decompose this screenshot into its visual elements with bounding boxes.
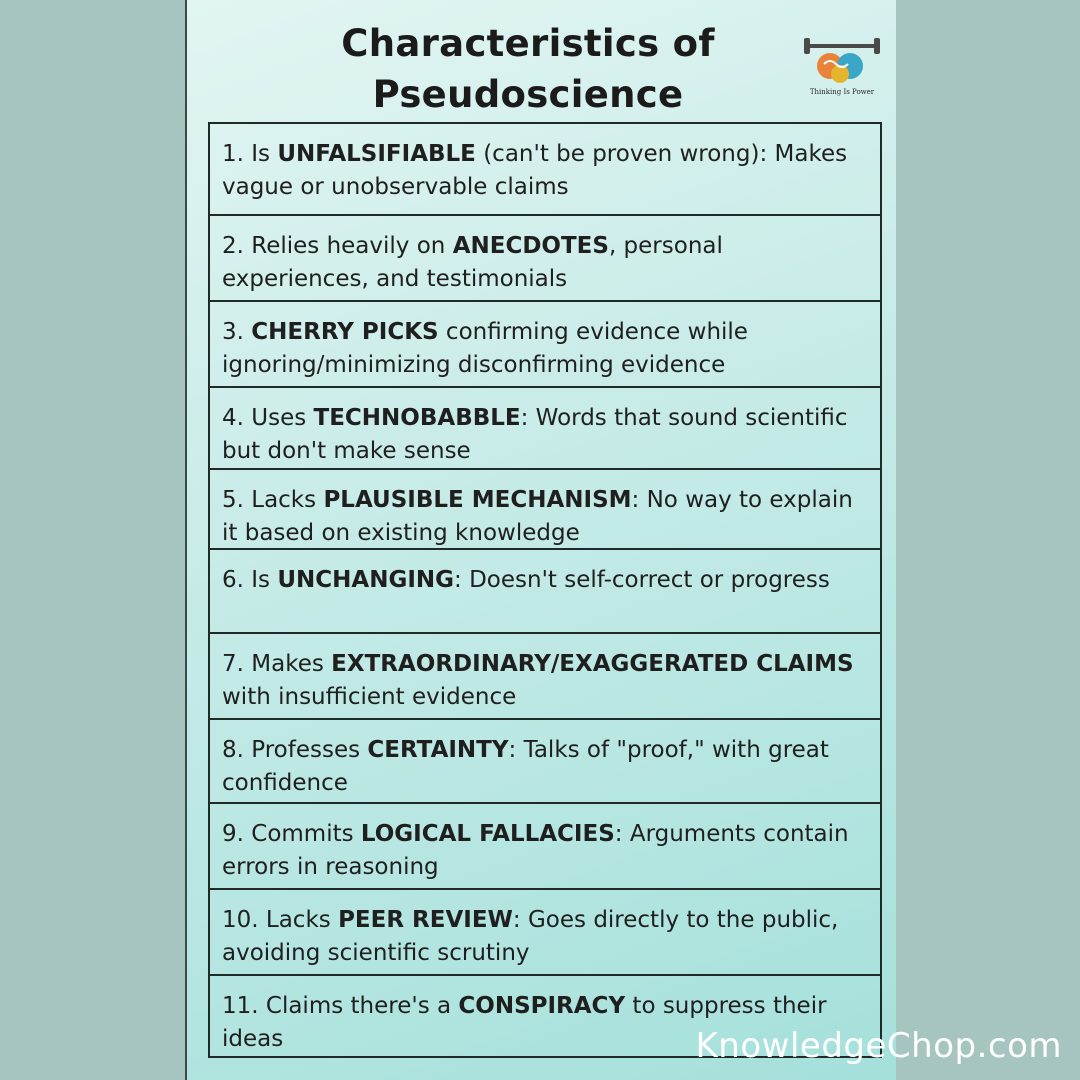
item-keyword: UNFALSIFIABLE	[277, 141, 476, 167]
item-text: : Words that sound scientific but don't make sense	[222, 405, 848, 464]
list-item	[210, 718, 880, 802]
watermark: KnowledgeChop.com	[695, 1026, 1062, 1066]
item-text: : Doesn't self-correct or progress	[454, 567, 830, 593]
list-item	[210, 300, 880, 386]
item-text: 10. Lacks	[222, 907, 339, 933]
item-text: , personal experiences, and testimonials	[222, 233, 723, 292]
item-text: 11. Claims there's a	[222, 993, 459, 1019]
item-text: 2. Relies heavily on	[222, 233, 453, 259]
characteristics-list	[208, 122, 882, 1058]
item-text: 1. Is	[222, 141, 278, 167]
item-keyword: TECHNOBABBLE	[313, 405, 521, 431]
infographic-card	[185, 0, 896, 1080]
item-text: : Arguments contain errors in reasoning	[222, 821, 849, 880]
list-item	[210, 548, 880, 632]
item-keyword: PEER REVIEW	[338, 907, 513, 933]
item-text: 8. Professes	[222, 737, 368, 763]
title-line-1: Characteristics of	[341, 22, 715, 65]
item-keyword: PLAUSIBLE MECHANISM	[323, 487, 632, 513]
list-item	[210, 468, 880, 548]
logo-text: Thinking Is Power	[809, 88, 875, 96]
page-title	[187, 18, 869, 120]
item-keyword: UNCHANGING	[277, 567, 455, 593]
item-text: to suppress their ideas	[222, 993, 827, 1052]
list-item	[210, 386, 880, 468]
list-item	[210, 214, 880, 300]
item-text: 7. Makes	[222, 651, 332, 677]
item-text: with insufficient evidence	[222, 684, 517, 710]
item-text: : No way to explain it based on existing knowledge	[222, 487, 853, 546]
item-keyword: LOGICAL FALLACIES	[360, 821, 615, 847]
list-item	[210, 888, 880, 974]
item-text: 5. Lacks	[222, 487, 324, 513]
item-keyword: ANECDOTES	[452, 233, 609, 259]
item-text: : Talks of "proof," with great confidence	[222, 737, 829, 796]
item-keyword: CERTAINTY	[367, 737, 509, 763]
item-text: confirming evidence while ignoring/minimizing disconfirming evidence	[222, 319, 748, 378]
item-keyword: EXTRAORDINARY/EXAGGERATED CLAIMS	[331, 651, 854, 677]
thinking-is-power-logo	[802, 36, 882, 100]
item-text: 6. Is	[222, 567, 278, 593]
item-text: (can't be proven wrong): Makes vague or unobservable claims	[222, 141, 848, 200]
item-text: 3.	[222, 319, 252, 345]
list-item	[210, 124, 880, 214]
item-text: 4. Uses	[222, 405, 314, 431]
list-item	[210, 802, 880, 888]
list-item	[210, 632, 880, 718]
item-text: : Goes directly to the public, avoiding scientific scrutiny	[222, 907, 839, 966]
item-text: 9. Commits	[222, 821, 361, 847]
brain-dumbbell-icon	[802, 36, 882, 88]
item-keyword: CONSPIRACY	[458, 993, 626, 1019]
title-line-2: Pseudoscience	[372, 73, 684, 116]
item-keyword: CHERRY PICKS	[251, 319, 439, 345]
